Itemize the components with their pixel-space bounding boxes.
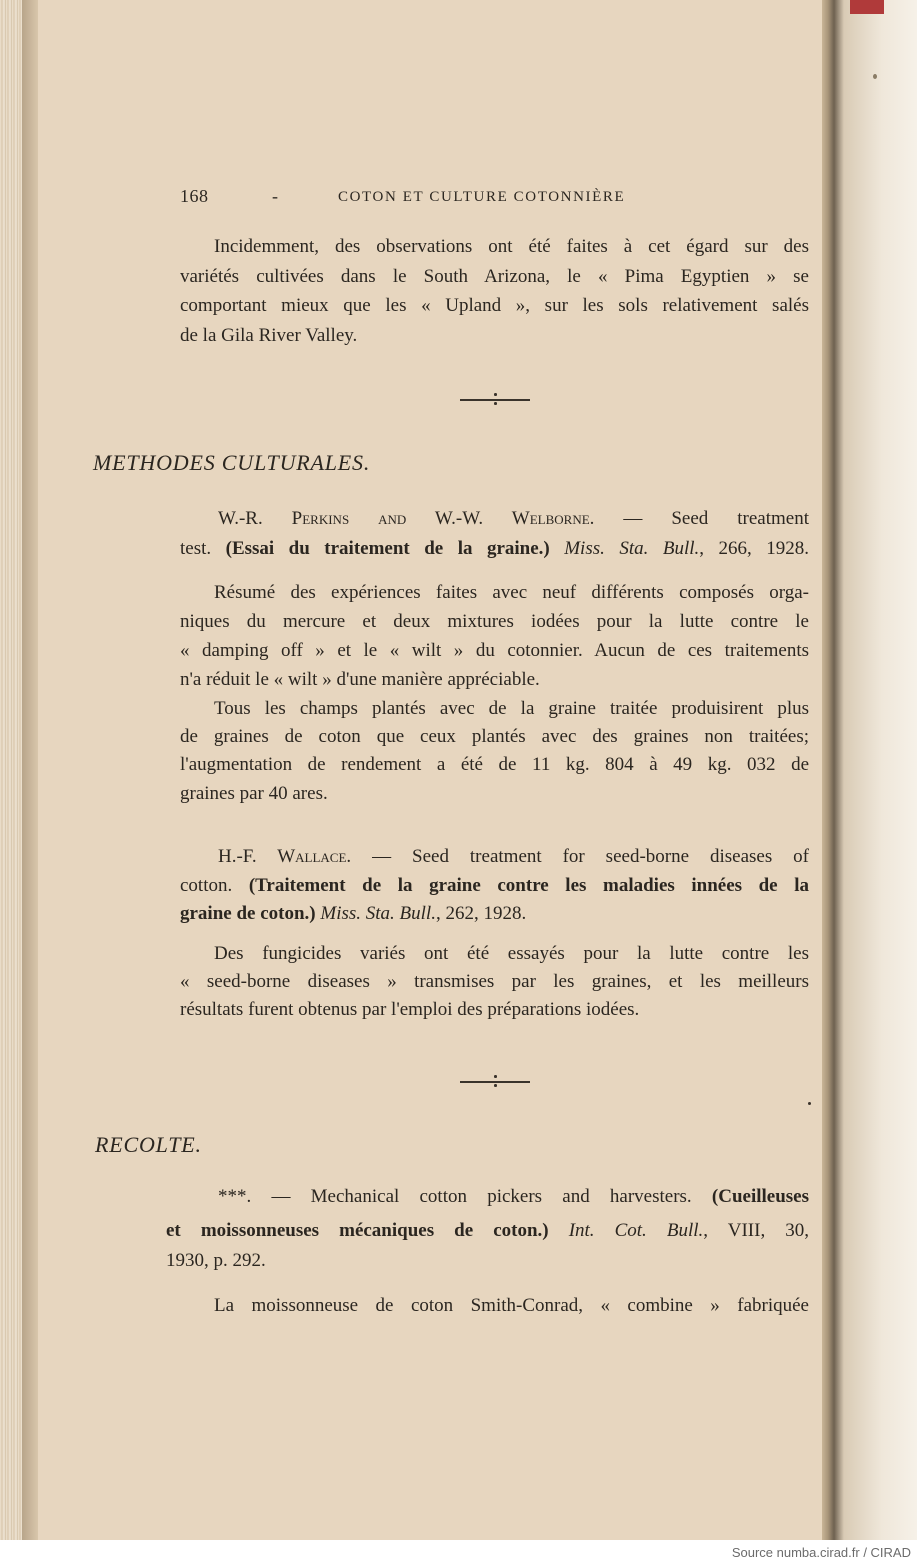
citation-line (218, 504, 809, 534)
text-line: résultats furent obtenus par l'emploi des préparations iodées. (180, 999, 640, 1020)
citation-reference: , 262, 1928. (435, 903, 527, 924)
citation-line (218, 842, 809, 872)
citation-reference: , VIII, 30, (703, 1220, 809, 1241)
citation-translation: et moissonneuses mécaniques de coton.) (166, 1220, 549, 1241)
text-line: Tous les champs plantés avec de la graine traitée produisirent plus (214, 698, 809, 719)
citation-translation: (Essai du traitement de la graine.) (225, 538, 550, 559)
section-separator (460, 1074, 530, 1088)
citation-title: — Seed treatment for seed-borne diseases of (351, 846, 809, 867)
citation-line: cotton. (Traitement de la graine contre les maladies innées de la (180, 875, 809, 896)
citation-reference: , 266, 1928. (699, 538, 809, 559)
text-line: l'augmentation de rendement a été de 11 kg. 804 à 49 kg. 032 de (180, 754, 809, 775)
text-line: niques du mercure et deux mixtures iodées pour la lutte contre le (180, 611, 809, 632)
citation-line (166, 1216, 809, 1246)
text-line: Incidemment, des observations ont été faites à cet égard sur des (214, 236, 809, 257)
text-line: n'a réduit le « wilt » d'une manière appréciable. (180, 669, 540, 690)
text-line: Des fungicides variés ont été essayés pour la lutte contre les (214, 943, 809, 964)
citation-line: test. (Essai du traitement de la graine.) Miss. Sta. Bull., 266, 1928. (180, 538, 809, 559)
citation-journal: Int. Cot. Bull. (548, 1220, 704, 1241)
citation-translation: graine de coton.) (180, 903, 316, 924)
citation-title: — Seed treatment (594, 508, 809, 529)
section-title: METHODES CULTURALES. (93, 450, 371, 475)
text-line: La moissonneuse de coton Smith-Conrad, « combine » fabriquée (214, 1295, 809, 1316)
citation-authors: W.-R. Perkins and W.-W. Welborne. (218, 508, 595, 529)
text-line: « damping off » et le « wilt » du cotonnier. Aucun de ces traitements (180, 640, 809, 661)
citation-line (180, 899, 809, 929)
citation-journal: Miss. Sta. Bull. (315, 903, 436, 924)
scan-speck (873, 74, 877, 79)
citation-title: ***. — Mechanical cotton pickers and harvesters. (218, 1186, 712, 1207)
header-dash: - (272, 186, 278, 206)
book-ribbon (850, 0, 884, 14)
citation-translation: (Cueilleuses (711, 1186, 809, 1207)
citation-line: 1930, p. 292. (166, 1250, 266, 1271)
text-line: de graines de coton que ceux plantés avec des graines non traitées; (180, 726, 809, 747)
book-gutter-shadow (22, 0, 38, 1540)
text-line: graines par 40 ares. (180, 783, 328, 804)
citation-journal: Miss. Sta. Bull. (549, 538, 700, 559)
section-title: RECOLTE. (95, 1132, 202, 1157)
page-number: 168 (180, 186, 209, 206)
book-fore-edge (822, 0, 917, 1540)
citation-authors: H.-F. Wallace. (218, 846, 352, 867)
citation-translation: (Traitement de la graine contre les maladies innées de la (248, 875, 809, 896)
text-line: variétés cultivées dans le South Arizona, le « Pima Egyptien » se (180, 266, 809, 287)
text-line: comportant mieux que les « Upland », sur les sols relativement salés (180, 295, 809, 316)
text-line: Résumé des expériences faites avec neuf différents composés orga- (214, 582, 809, 603)
scan-speck (808, 1102, 811, 1105)
section-separator (460, 392, 530, 406)
text-line: de la Gila River Valley. (180, 325, 358, 346)
running-title: COTON ET CULTURE COTONNIÈRE (338, 189, 626, 205)
text-line: « seed-borne diseases » transmises par les graines, et les meilleurs (180, 971, 809, 992)
citation-line (218, 1182, 809, 1212)
source-credit: Source numba.cirad.fr / CIRAD (731, 1545, 911, 1560)
